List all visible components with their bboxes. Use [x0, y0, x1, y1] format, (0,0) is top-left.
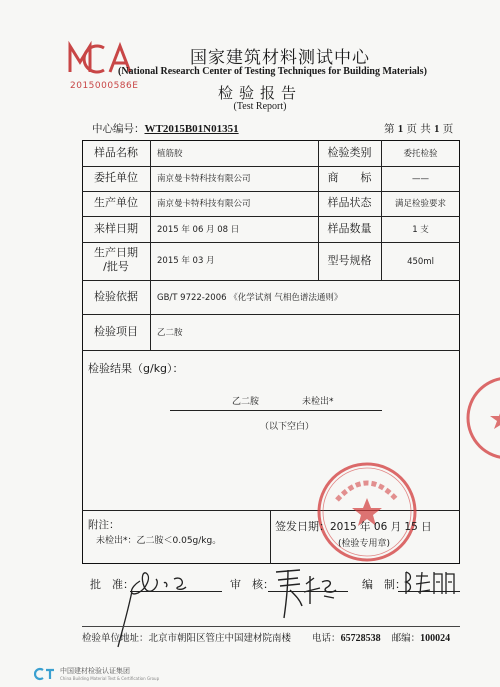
table-rule: [82, 314, 460, 315]
arrival-date-value: 2015 年 06 月 08 日: [157, 225, 240, 235]
sample-state-label: 样品状态: [327, 196, 372, 209]
cert-number: 2015000586E: [70, 81, 139, 91]
prod-date-value: 2015 年 03 月: [157, 256, 215, 266]
group-name-en: China Building Material Test & Certification Group: [60, 676, 160, 681]
sign-date: 签发日期：2015 年 06 月 15 日: [275, 520, 432, 533]
client-value: 南京曼卡特科技有限公司: [157, 174, 251, 184]
sign-date-value: 2015 年 06 月 15 日: [330, 521, 432, 533]
model-label: 型号规格: [327, 254, 372, 267]
postcode: 100024: [420, 633, 451, 644]
approve-label: 批 准：: [90, 578, 134, 591]
table-rule: [150, 140, 151, 350]
address: 检验单位地址：北京市朝阳区管庄中国建材院南楼: [82, 633, 292, 644]
producer-value: 南京曼卡特科技有限公司: [157, 199, 251, 209]
table-rule: [270, 510, 271, 564]
basis-value: GB/T 9722-2006 《化学试剂 气相色谱法通则》: [157, 293, 343, 303]
brand-value: ——: [412, 174, 429, 184]
compiler-signature-icon: [402, 568, 458, 598]
center-number-value: WT2015B01N01351: [144, 123, 239, 135]
notes-title: 附注：: [88, 519, 120, 531]
table-rule: [82, 242, 460, 243]
side-seal-icon: [462, 368, 500, 468]
sample-name-value: 植筋胶: [157, 149, 183, 159]
compile-label: 编 制：: [362, 578, 406, 591]
table-rule: [82, 350, 460, 351]
address-line: 检验单位地址：北京市朝阳区管庄中国建材院南楼 电话：65728538 邮编：100024: [82, 633, 451, 644]
table-rule: [82, 166, 460, 167]
sample-qty-value: 1 支: [412, 225, 429, 235]
review-label: 审 核：: [230, 578, 274, 591]
brand-label: 商 标: [327, 171, 372, 184]
arrival-date-label: 来样日期: [94, 222, 138, 235]
sample-state-value: 满足检验要求: [394, 199, 446, 209]
blank-below-note: （以下空白）: [260, 422, 315, 432]
table-rule: [82, 216, 460, 217]
table-rule: [82, 280, 460, 281]
producer-label: 生产单位: [94, 196, 138, 209]
report-title-cn: 检验报告: [217, 84, 302, 102]
report-title-en: (Test Report): [233, 101, 287, 112]
reviewer-signature-icon: [270, 564, 342, 622]
result-item-name: 乙二胺: [232, 397, 260, 407]
item-label: 检验项目: [94, 325, 138, 338]
ctc-logo-icon: [34, 667, 58, 681]
test-type-value: 委托检验: [403, 149, 438, 159]
result-item-value: 未检出*: [302, 397, 334, 407]
sample-qty-label: 样品数量: [327, 222, 372, 235]
org-name-cn: 国家建筑材料测试中心: [190, 48, 370, 68]
item-value: 乙二胺: [157, 328, 183, 338]
seal-note: (检验专用章): [338, 539, 391, 549]
result-title: 检验结果（g/kg）：: [88, 362, 184, 375]
table-rule: [82, 191, 460, 192]
org-name-en: (National Research Center of Testing Techniques for Building Materials): [118, 66, 427, 77]
group-name-cn: 中国建材检验认证集团: [60, 667, 130, 675]
sample-name-label: 样品名称: [94, 146, 138, 159]
client-label: 委托单位: [94, 171, 138, 184]
model-value: 450ml: [407, 257, 434, 267]
prod-date-label: 生产日期 /批号: [94, 246, 138, 273]
result-underline: [170, 410, 382, 411]
center-number: 中心编号：WT2015B01N01351: [92, 123, 239, 135]
test-type-label: 检验类别: [327, 146, 372, 159]
notes-text: 未检出*：乙二胺＜0.05g/kg。: [96, 536, 222, 546]
basis-label: 检验依据: [94, 290, 138, 303]
phone: 65728538: [340, 633, 381, 644]
address-rule: [82, 626, 460, 627]
page-number: 第 1 页 共 1 页: [384, 123, 454, 135]
